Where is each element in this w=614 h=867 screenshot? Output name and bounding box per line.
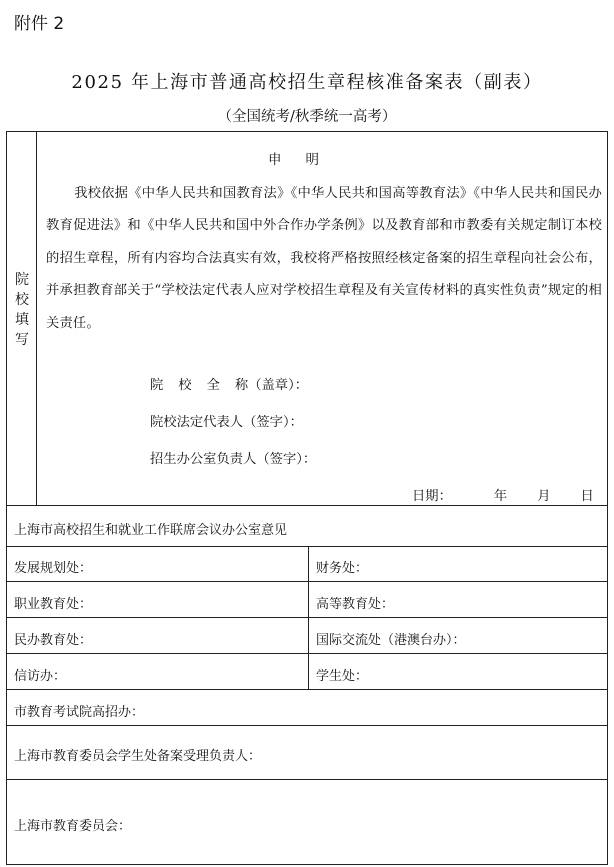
dept-private-education: 民办教育处： bbox=[14, 633, 93, 648]
side-label-school-fill bbox=[7, 270, 37, 350]
attachment-label: 附件 2 bbox=[14, 14, 65, 34]
declaration-heading bbox=[268, 148, 321, 168]
declaration-heading-char: 申 bbox=[268, 152, 284, 168]
dept-finance: 财务处： bbox=[316, 561, 369, 576]
dept-development-planning: 发展规划处： bbox=[14, 561, 93, 576]
dept-student-affairs: 学生处： bbox=[316, 669, 369, 684]
education-commission: 上海市教育委员会： bbox=[14, 819, 132, 834]
dept-higher-education: 高等教育处： bbox=[316, 597, 395, 612]
side-label-char: 校 bbox=[15, 292, 29, 308]
form-title: 2025 年上海市普通高校招生章程核准备案表（副表） bbox=[71, 72, 543, 93]
divider-row-3 bbox=[6, 653, 608, 654]
signature-legal-representative: 院校法定代表人（签字）： bbox=[150, 415, 303, 430]
filing-person-in-charge: 上海市教育委员会学生处备案受理负责人： bbox=[14, 749, 262, 764]
department-column-divider bbox=[308, 546, 309, 689]
joint-office-opinion: 上海市高校招生和就业工作联席会议办公室意见 bbox=[14, 523, 288, 538]
exam-institute-admissions: 市教育考试院高招办： bbox=[14, 705, 145, 720]
divider-row-4 bbox=[6, 689, 608, 690]
signature-office-head: 招生办公室负责人（签字）： bbox=[150, 452, 317, 467]
declaration-text: 我校依据《中华人民共和国教育法》《中华人民共和国高等教育法》《中华人民共和国民办教育促进法》和《中华人民共和国中外合作办学条例》以及教育部和市教委有关规定制订本校的招生章程，所有内容均合法真实有效，我校将严格按照经核定备案的招生章程向社会公布，并承担教育部关于“学校法定代表人应对学校招生章程及有关宣传材料的真实性负责”规定的相关责任。 bbox=[46, 186, 602, 331]
divider-joint-office bbox=[6, 546, 608, 547]
divider-exam-institute bbox=[6, 725, 608, 726]
dept-petition-office: 信访办： bbox=[14, 669, 67, 684]
divider-row-1 bbox=[6, 581, 608, 582]
form-subtitle: （全国统考/秋季统一高考） bbox=[217, 109, 397, 125]
side-label-char: 填 bbox=[15, 312, 29, 328]
divider-filing-person bbox=[6, 779, 608, 780]
side-label-char: 院 bbox=[15, 272, 29, 288]
dept-international-exchange: 国际交流处（港澳台办）： bbox=[316, 633, 466, 648]
divider-declaration-end bbox=[6, 505, 608, 506]
side-label-char: 写 bbox=[15, 332, 29, 348]
date-line: 日期： 年 月 日 bbox=[412, 489, 594, 504]
dept-vocational-education: 职业教育处： bbox=[14, 597, 93, 612]
signature-school-name: 院 校 全 称（盖章）： bbox=[150, 378, 309, 393]
divider-row-2 bbox=[6, 617, 608, 618]
declaration-heading-char: 明 bbox=[305, 152, 321, 168]
declaration-body bbox=[46, 178, 602, 340]
